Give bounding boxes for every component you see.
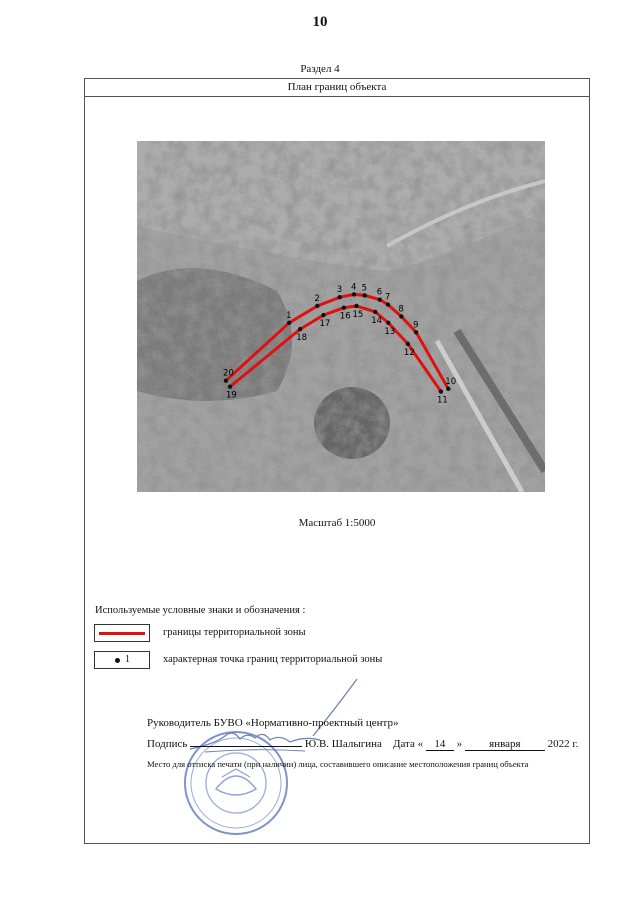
section-label: Раздел 4 — [300, 63, 340, 75]
boundary-point-label-5: 5 — [361, 283, 368, 294]
boundary-point-19 — [228, 385, 232, 389]
legend-title: Используемые условные знаки и обозначения : — [95, 605, 306, 616]
point-dot-icon — [115, 658, 120, 663]
boundary-point-label-7: 7 — [384, 292, 391, 303]
boundary-point-label-10: 10 — [445, 376, 457, 387]
legend-boundary-text: границы территориальной зоны — [163, 627, 306, 638]
boundary-point-label-14: 14 — [371, 315, 383, 326]
boundary-point-label-1: 1 — [286, 310, 292, 321]
boundary-point-10 — [446, 387, 450, 391]
aerial-map — [137, 141, 545, 492]
boundary-point-9 — [414, 330, 418, 334]
boundary-point-label-8: 8 — [398, 304, 404, 315]
signoff-row — [147, 738, 578, 751]
boundary-point-2 — [315, 304, 319, 308]
boundary-point-label-19: 19 — [226, 390, 237, 401]
stamp-note: Место для оттиска печати (при наличии) лица, составившего описание местоположения границ объекта — [147, 759, 529, 769]
legend-point-text: характерная точка границ территориальной зоны — [163, 654, 383, 665]
aerial-map-image — [137, 141, 545, 492]
boundary-point-18 — [298, 327, 302, 331]
boundary-point-13 — [386, 321, 390, 325]
boundary-point-label-2: 2 — [314, 293, 320, 304]
boundary-point-12 — [406, 342, 410, 346]
boundary-point-label-15: 15 — [352, 309, 364, 320]
boundary-point-16 — [342, 306, 346, 310]
signoff-org: Руководитель БУВО «Нормативно-проектный центр» — [147, 717, 399, 729]
date-month: января — [465, 738, 545, 751]
scale-label: Масштаб 1:5000 — [298, 517, 376, 529]
boundary-point-4 — [352, 292, 356, 296]
boundary-point-5 — [362, 293, 366, 297]
date-quote: » — [456, 738, 463, 750]
frame-title: План границ объекта — [85, 79, 589, 97]
document-frame — [84, 78, 590, 844]
boundary-point-label-9: 9 — [413, 320, 419, 331]
boundary-point-label-12: 12 — [403, 347, 415, 358]
signature-line — [190, 746, 302, 747]
boundary-point-1 — [287, 321, 291, 325]
boundary-point-label-11: 11 — [436, 395, 448, 406]
boundary-point-17 — [321, 313, 325, 317]
boundary-point-8 — [399, 314, 403, 318]
signer-name: Ю.В. Шалыгина — [304, 738, 382, 750]
boundary-point-label-6: 6 — [376, 287, 383, 298]
boundary-point-7 — [386, 302, 390, 306]
boundary-point-6 — [378, 297, 382, 301]
signature-label: Подпись — [147, 738, 188, 750]
date-day: 14 — [426, 738, 454, 751]
boundary-point-label-20: 20 — [222, 368, 234, 379]
boundary-point-14 — [373, 310, 377, 314]
boundary-point-3 — [338, 295, 342, 299]
boundary-point-label-18: 18 — [296, 333, 308, 344]
date-label: Дата « — [392, 738, 424, 750]
boundary-point-label-17: 17 — [319, 319, 331, 330]
boundary-point-label-13: 13 — [384, 326, 396, 337]
boundary-point-label-4: 4 — [351, 282, 357, 293]
legend-point-number: 1 — [125, 654, 130, 665]
page-number: 10 — [312, 14, 328, 30]
legend-point-symbol — [94, 651, 150, 669]
boundary-point-20 — [224, 379, 228, 383]
date-year: 2022 г. — [547, 738, 579, 750]
boundary-point-11 — [439, 389, 443, 393]
boundary-point-label-16: 16 — [339, 311, 351, 322]
boundary-point-15 — [354, 304, 358, 308]
legend-boundary-symbol — [94, 624, 150, 642]
boundary-point-label-3: 3 — [336, 285, 343, 296]
